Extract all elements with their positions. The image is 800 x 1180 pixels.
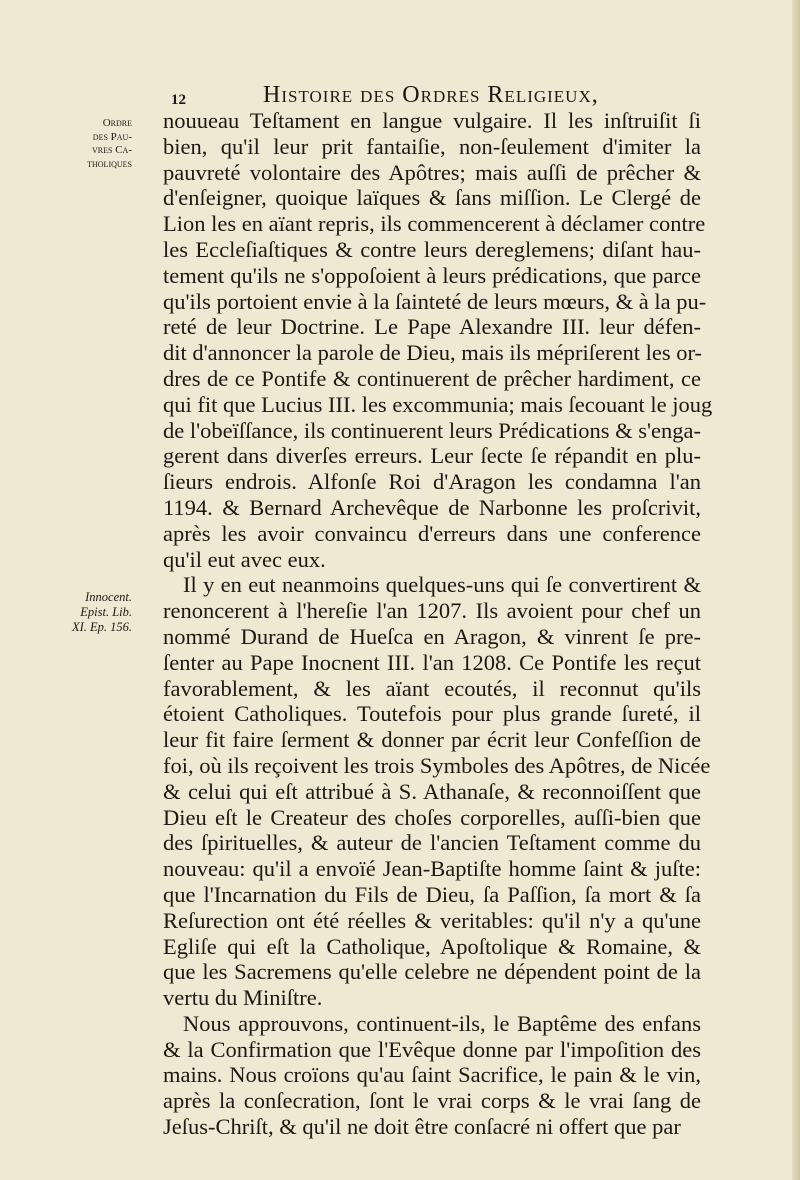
body-text [163,108,713,1140]
text-line: nouveau: qu'il a envoïé Jean-Baptiſte homme ſaint & juſte: [163,856,701,882]
text-line: Il y en eut neanmoins quelques-uns qui ſe convertirent & [183,572,701,598]
text-line: Dieu eſt le Createur des choſes corporelles, auſſi-bien que [163,804,701,830]
text-line: de l'obeïſſance, ils continuerent leurs Prédications & s'enga- [163,417,701,443]
text-line: Reſurection ont été réelles & veritables: qu'il n'y a qu'une [163,907,701,933]
text-line: nouueau Teſtament en langue vulgaire. Il les inſtruiſit ſi [163,108,701,133]
margin-note-line: Epist. Lib. [80,605,132,619]
text-line: & la Confirmation que l'Evêque donne par l'impoſition des [163,1036,701,1062]
text-line: après les avoir convaincu d'erreurs dans une conference [163,520,701,546]
text-line: reté de leur Doctrine. Le Pape Alexandre III. leur défen- [163,314,701,340]
text-line: bien, qu'il leur prit fantaiſie, non-ſeulement d'imiter la [163,133,701,159]
text-line: que les Sacremens qu'elle celebre ne dépendent point de la [163,959,701,985]
text-line: Nous approuvons, continuent-ils, le Baptême des enfans [183,1010,701,1036]
text-line: nommé Durand de Hueſca en Aragon, & vinrent ſe pre- [163,623,701,649]
text-line: favorablement, & les aïant ecoutés, il reconnut qu'ils [163,675,701,701]
margin-note-line: des Pau- [92,130,132,143]
text-line: ſenter au Pape Inocnent III. l'an 1208. Ce Pontife les reçut [163,649,701,675]
text-line: pauvreté volontaire des Apôtres; mais auſſi de prêcher & [163,159,701,185]
text-line: les Eccleſiaſtiques & contre leurs dereglemens; diſant hau- [163,236,701,262]
text-line: dres de ce Pontife & continuerent de prêcher hardiment, ce [163,365,701,391]
margin-note-line: tholiques [87,157,132,170]
text-line: des ſpirituelles, & auteur de l'ancien Teſtament comme du [163,830,701,856]
text-line: ſieurs endrois. Alfonſe Roi d'Aragon les condamna l'an [163,469,701,495]
margin-note-order [22,117,132,171]
text-line: Lion les en aïant repris, ils commencerent à déclamer contre [163,211,706,237]
margin-note-line: Ordre [102,117,132,129]
text-line: que l'Incarnation du Fils de Dieu, ſa Paſſion, ſa mort & ſa [163,881,701,907]
text-line: leur fit faire ſerment & donner par écrit leur Confeſſion de [163,727,701,753]
text-line: dit d'annoncer la parole de Dieu, mais ils mépriſerent les or- [163,340,703,366]
text-line: Jeſus-Chriſt, & qu'il ne doit être conſacré ni offert que par [163,1114,681,1140]
page-number: 12 [171,92,186,108]
page-edge [792,0,800,1180]
text-line: foi, où ils reçoivent les trois Symboles des Apôtres, de Nicée [163,752,711,778]
text-line: & celui qui eſt attribué à S. Athanaſe, & reconnoiſſent que [163,778,701,804]
text-line: renoncerent à l'hereſie l'an 1207. Ils avoient pour chef un [163,598,701,624]
text-line: qu'ils portoient envie à la ſainteté de leurs mœurs, & à la pu- [163,288,707,314]
text-line: tement qu'ils ne s'oppoſoient à leurs prédications, que parce [163,262,701,288]
text-line: après la conſecration, ſont le vrai corps & le vrai ſang de [163,1088,701,1114]
text-line: vertu du Miniſtre. [163,985,323,1011]
text-line: Egliſe qui eſt la Catholique, Apoſtolique & Romaine, & [163,933,701,959]
margin-note-line: XI. Ep. 156. [71,620,132,634]
text-line: qui fit que Lucius III. les excommunia; mais ſecouant le joug [163,391,713,417]
running-title: Histoire des Ordres Religieux, [263,82,599,108]
margin-note-line: Innocent. [85,590,132,604]
text-line: 1194. & Bernard Archevêque de Narbonne les proſcrivit, [163,494,701,520]
text-line: qu'il eut avec eux. [163,546,326,572]
margin-note-citation [22,590,132,635]
text-line: d'enſeigner, quoique laïques & ſans miſſion. Le Clergé de [163,185,701,211]
margin-note-line: vres Ca- [92,144,132,156]
text-line: gerent dans diverſes erreurs. Leur ſecte ſe répandit en plu- [163,443,701,469]
text-line: mains. Nous croïons qu'au ſaint Sacrifice, le pain & le vin, [163,1062,701,1088]
text-line: étoient Catholiques. Toutefois pour plus grande ſureté, il [163,701,701,727]
